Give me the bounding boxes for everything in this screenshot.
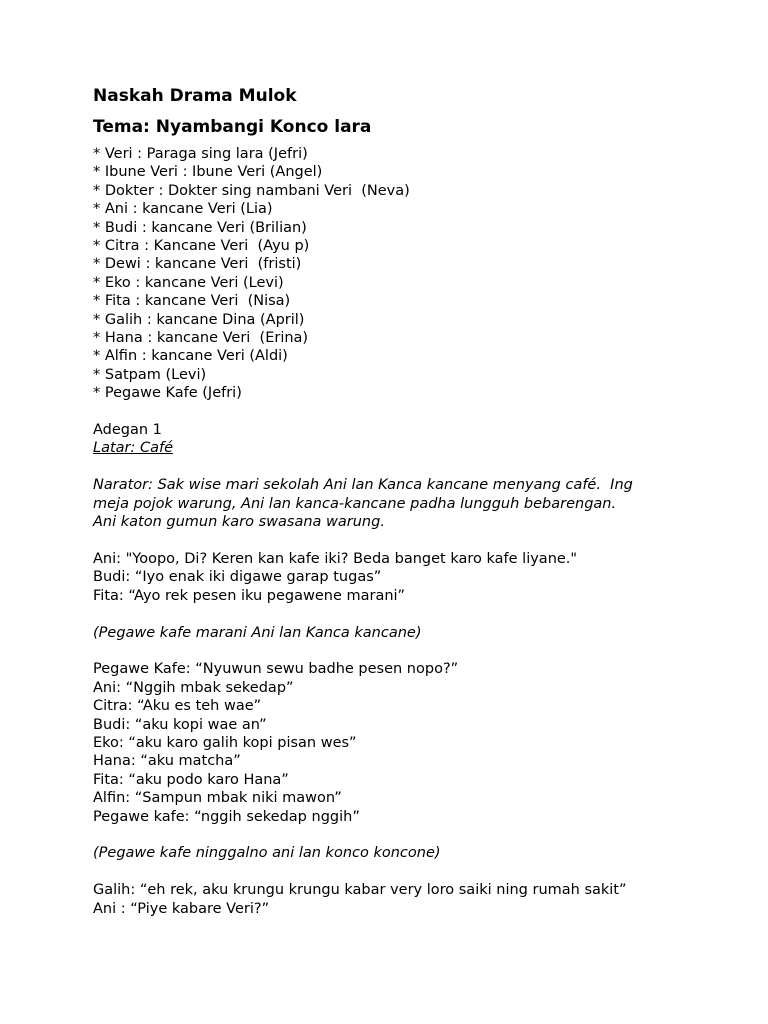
spacer — [93, 532, 733, 550]
dialogue-line: Budi: “Iyo enak iki digawe garap tugas” — [93, 569, 382, 586]
cast-item: * Pegawe Kafe (Jefri) — [93, 385, 242, 402]
dialogue-line: Eko: “aku karo galih kopi pisan wes” — [93, 734, 357, 751]
cast-list — [93, 145, 733, 403]
dialogue-line: Alfin: “Sampun mbak niki mawon” — [93, 790, 342, 807]
cast-item: * Citra : Kancane Veri (Ayu p) — [93, 238, 310, 255]
cast-item: * Ibune Veri : Ibune Veri (Angel) — [93, 164, 323, 181]
spacer — [93, 826, 733, 844]
document-theme: Tema: Nyambangi Konco lara — [93, 117, 372, 137]
cast-item: * Galih : kancane Dina (April) — [93, 311, 305, 328]
dialogue-line: Ani: "Yoopo, Di? Keren kan kafe iki? Beda banget karo kafe liyane." — [93, 550, 578, 567]
dialogue-line: Citra: “Aku es teh wae” — [93, 698, 262, 715]
spacer — [93, 403, 733, 421]
dialogue-line: Pegawe Kafe: “Nyuwun sewu badhe pesen nopo?” — [93, 661, 459, 678]
cast-item: * Dokter : Dokter sing nambani Veri (Neva) — [93, 182, 410, 199]
dialogue-line: Pegawe kafe: “nggih sekedap nggih” — [93, 808, 360, 825]
document-title: Naskah Drama Mulok — [93, 86, 297, 106]
cast-item: * Ani : kancane Veri (Lia) — [93, 201, 273, 218]
cast-item: * Hana : kancane Veri (Erina) — [93, 330, 309, 347]
spacer — [93, 458, 733, 476]
narration-line: Narator: Sak wise mari sekolah Ani lan Kanca kancane menyang café. Ing — [93, 477, 633, 494]
dialogue-line: Ani : “Piye kabare Veri?” — [93, 900, 270, 917]
cast-item: * Eko : kancane Veri (Levi) — [93, 274, 284, 291]
narration-line: Ani katon gumun karo swasana warung. — [93, 514, 385, 531]
cast-item: * Budi : kancane Veri (Brilian) — [93, 219, 307, 236]
spacer — [93, 642, 733, 660]
cast-item: * Fita : kancane Veri (Nisa) — [93, 293, 291, 310]
cast-item: * Satpam (Levi) — [93, 366, 207, 383]
scene-setting: Latar: Café — [93, 440, 174, 457]
document-page — [93, 86, 733, 918]
dialogue-line: Budi: “aku kopi wae an” — [93, 716, 267, 733]
stage-direction: (Pegawe kafe marani Ani lan Kanca kancane) — [93, 624, 422, 641]
dialogue-line: Galih: “eh rek, aku krungu krungu kabar very loro saiki ning rumah sakit” — [93, 882, 627, 899]
dialogue-line: Fita: “aku podo karo Hana” — [93, 771, 289, 788]
cast-item: * Dewi : kancane Veri (fristi) — [93, 256, 302, 273]
spacer — [93, 605, 733, 623]
spacer — [93, 863, 733, 881]
stage-direction: (Pegawe kafe ninggalno ani lan konco koncone) — [93, 845, 441, 862]
cast-item: * Veri : Paraga sing lara (Jefri) — [93, 146, 308, 162]
cast-item: * Alfin : kancane Veri (Aldi) — [93, 348, 288, 365]
dialogue-line: Ani: “Nggih mbak sekedap” — [93, 679, 294, 696]
scene-heading: Adegan 1 — [93, 422, 162, 439]
dialogue-line: Fita: “Ayo rek pesen iku pegawene marani” — [93, 587, 406, 604]
narration-line: meja pojok warung, Ani lan kanca-kancane padha lungguh bebarengan. — [93, 495, 617, 512]
dialogue-line: Hana: “aku matcha” — [93, 753, 241, 770]
